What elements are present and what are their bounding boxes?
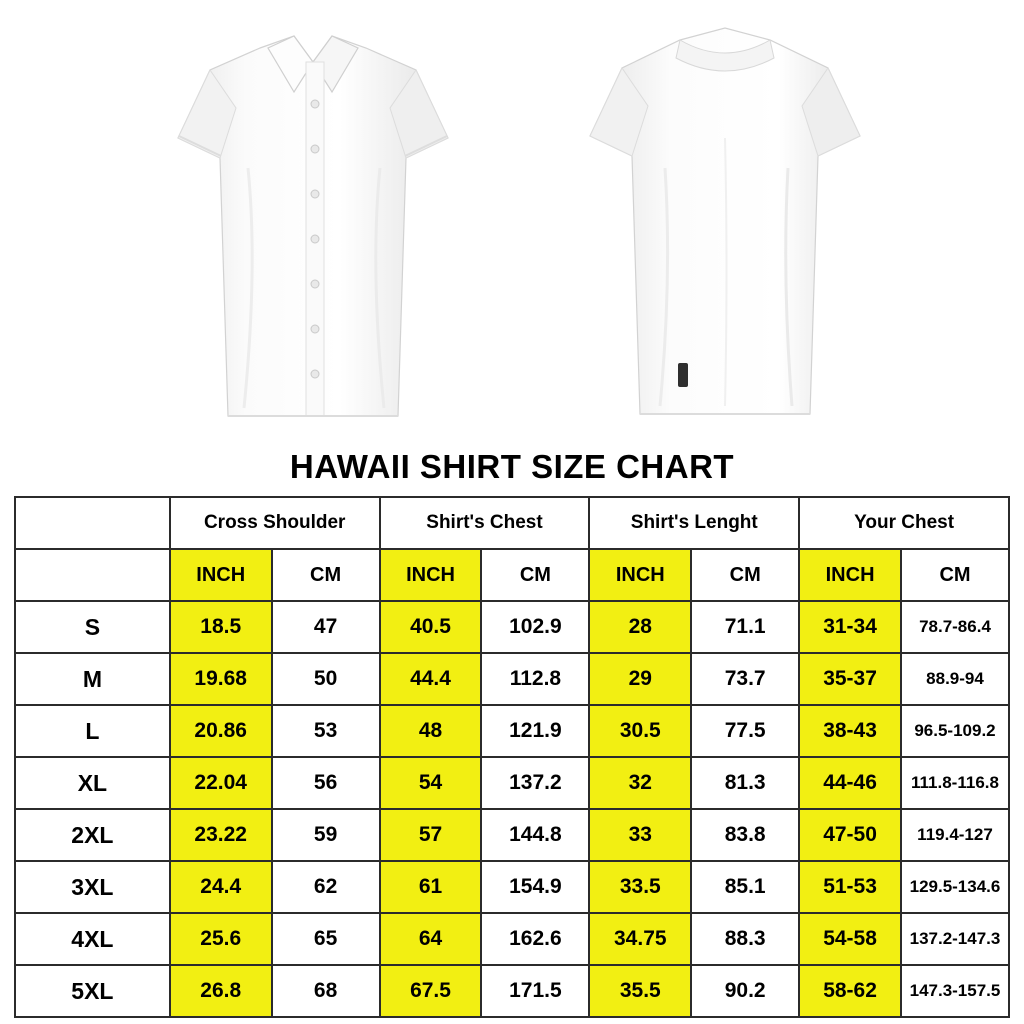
cell-shirts-length-cm: 71.1 — [691, 601, 799, 653]
shirt-back-image — [560, 18, 890, 428]
cell-shirts-chest-inch: 57 — [380, 809, 482, 861]
table-unit-header-row — [15, 549, 1009, 601]
cell-shirts-chest-inch: 44.4 — [380, 653, 482, 705]
row-size-label: 5XL — [15, 965, 170, 1017]
cell-shirts-chest-inch: 61 — [380, 861, 482, 913]
cell-your-chest-cm: 111.8-116.8 — [901, 757, 1009, 809]
table-row — [15, 965, 1009, 1017]
cell-your-chest-inch: 44-46 — [799, 757, 901, 809]
cell-shirts-length-cm: 73.7 — [691, 653, 799, 705]
cell-shirts-length-inch: 28 — [589, 601, 691, 653]
cell-shirts-chest-cm: 162.6 — [481, 913, 589, 965]
cell-cross-shoulder-cm: 53 — [272, 705, 380, 757]
row-size-label: 2XL — [15, 809, 170, 861]
cell-shirts-length-cm: 85.1 — [691, 861, 799, 913]
shirt-front-image — [148, 18, 478, 428]
cell-your-chest-inch: 54-58 — [799, 913, 901, 965]
row-size-label: S — [15, 601, 170, 653]
cell-shirts-length-inch: 29 — [589, 653, 691, 705]
cell-cross-shoulder-cm: 62 — [272, 861, 380, 913]
unit-header-cm-4: CM — [901, 549, 1009, 601]
cell-shirts-length-cm: 90.2 — [691, 965, 799, 1017]
cell-cross-shoulder-inch: 22.04 — [170, 757, 272, 809]
row-size-label: M — [15, 653, 170, 705]
unit-header-inch-1: INCH — [170, 549, 272, 601]
cell-shirts-length-inch: 35.5 — [589, 965, 691, 1017]
unit-header-inch-3: INCH — [589, 549, 691, 601]
cell-shirts-chest-cm: 144.8 — [481, 809, 589, 861]
table-corner-cell — [15, 497, 170, 549]
cell-cross-shoulder-inch: 19.68 — [170, 653, 272, 705]
size-chart-table — [14, 496, 1010, 1018]
cell-your-chest-cm: 78.7-86.4 — [901, 601, 1009, 653]
cell-shirts-length-cm: 81.3 — [691, 757, 799, 809]
table-row — [15, 913, 1009, 965]
table-row — [15, 705, 1009, 757]
table-group-header-row — [15, 497, 1009, 549]
cell-cross-shoulder-cm: 47 — [272, 601, 380, 653]
cell-cross-shoulder-inch: 23.22 — [170, 809, 272, 861]
cell-shirts-chest-cm: 112.8 — [481, 653, 589, 705]
cell-shirts-length-inch: 33 — [589, 809, 691, 861]
unit-header-inch-2: INCH — [380, 549, 482, 601]
size-table-wrapper — [0, 496, 1024, 1018]
cell-shirts-chest-inch: 54 — [380, 757, 482, 809]
cell-shirts-chest-inch: 64 — [380, 913, 482, 965]
cell-your-chest-inch: 31-34 — [799, 601, 901, 653]
cell-your-chest-cm: 119.4-127 — [901, 809, 1009, 861]
unit-header-spacer — [15, 549, 170, 601]
cell-shirts-chest-inch: 40.5 — [380, 601, 482, 653]
table-row — [15, 757, 1009, 809]
shirt-illustrations — [0, 0, 1024, 448]
cell-shirts-length-cm: 83.8 — [691, 809, 799, 861]
group-header-cross-shoulder: Cross Shoulder — [170, 497, 380, 549]
cell-cross-shoulder-cm: 56 — [272, 757, 380, 809]
unit-header-cm-2: CM — [481, 549, 589, 601]
cell-cross-shoulder-cm: 65 — [272, 913, 380, 965]
cell-your-chest-inch: 47-50 — [799, 809, 901, 861]
group-header-shirts-chest: Shirt's Chest — [380, 497, 590, 549]
cell-your-chest-cm: 137.2-147.3 — [901, 913, 1009, 965]
cell-cross-shoulder-cm: 59 — [272, 809, 380, 861]
cell-cross-shoulder-inch: 26.8 — [170, 965, 272, 1017]
cell-shirts-chest-cm: 171.5 — [481, 965, 589, 1017]
table-row — [15, 601, 1009, 653]
cell-your-chest-cm: 96.5-109.2 — [901, 705, 1009, 757]
page-title: HAWAII SHIRT SIZE CHART — [289, 448, 735, 485]
cell-cross-shoulder-inch: 18.5 — [170, 601, 272, 653]
row-size-label: L — [15, 705, 170, 757]
table-row — [15, 809, 1009, 861]
cell-your-chest-inch: 58-62 — [799, 965, 901, 1017]
cell-your-chest-inch: 38-43 — [799, 705, 901, 757]
cell-cross-shoulder-cm: 50 — [272, 653, 380, 705]
cell-shirts-chest-cm: 154.9 — [481, 861, 589, 913]
cell-cross-shoulder-cm: 68 — [272, 965, 380, 1017]
cell-shirts-chest-cm: 102.9 — [481, 601, 589, 653]
cell-shirts-chest-inch: 48 — [380, 705, 482, 757]
cell-your-chest-inch: 51-53 — [799, 861, 901, 913]
cell-your-chest-cm: 88.9-94 — [901, 653, 1009, 705]
row-size-label: 3XL — [15, 861, 170, 913]
cell-shirts-length-cm: 88.3 — [691, 913, 799, 965]
table-row — [15, 861, 1009, 913]
table-row — [15, 653, 1009, 705]
cell-shirts-chest-cm: 121.9 — [481, 705, 589, 757]
cell-shirts-length-inch: 33.5 — [589, 861, 691, 913]
cell-shirts-length-inch: 32 — [589, 757, 691, 809]
cell-cross-shoulder-inch: 24.4 — [170, 861, 272, 913]
cell-your-chest-inch: 35-37 — [799, 653, 901, 705]
cell-shirts-length-inch: 34.75 — [589, 913, 691, 965]
unit-header-inch-4: INCH — [799, 549, 901, 601]
cell-cross-shoulder-inch: 20.86 — [170, 705, 272, 757]
unit-header-cm-3: CM — [691, 549, 799, 601]
row-size-label: XL — [15, 757, 170, 809]
row-size-label: 4XL — [15, 913, 170, 965]
cell-shirts-length-inch: 30.5 — [589, 705, 691, 757]
cell-shirts-chest-cm: 137.2 — [481, 757, 589, 809]
cell-shirts-chest-inch: 67.5 — [380, 965, 482, 1017]
cell-cross-shoulder-inch: 25.6 — [170, 913, 272, 965]
group-header-your-chest: Your Chest — [799, 497, 1009, 549]
group-header-shirts-length: Shirt's Lenght — [589, 497, 799, 549]
cell-your-chest-cm: 129.5-134.6 — [901, 861, 1009, 913]
cell-shirts-length-cm: 77.5 — [691, 705, 799, 757]
cell-your-chest-cm: 147.3-157.5 — [901, 965, 1009, 1017]
unit-header-cm-1: CM — [272, 549, 380, 601]
